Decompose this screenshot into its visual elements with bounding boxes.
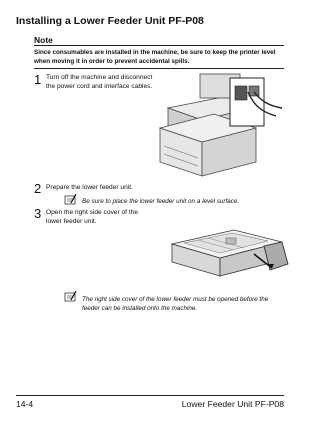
note-heading: Note xyxy=(34,35,53,45)
step-2-text: Prepare the lower feeder unit. xyxy=(46,184,133,191)
step-3-number: 3 xyxy=(34,206,42,221)
note-text: Since consumables are installed in the machine, be sure to keep the printer level when moving it in order to prevent accidental spills. xyxy=(34,49,276,65)
step-3-text: Open the right side cover of the lower feeder unit. xyxy=(46,209,139,225)
feeder-unit-illustration xyxy=(168,228,290,282)
memo-icon xyxy=(64,291,78,303)
note-top-rule xyxy=(34,45,284,46)
page-title: Installing a Lower Feeder Unit PF-P08 xyxy=(16,15,204,27)
memo-open-cover: The right side cover of the lower feeder must be opened before the feeder can be installed onto the machine. xyxy=(82,296,269,312)
printer-disconnect-illustration xyxy=(150,72,285,182)
memo-icon xyxy=(64,194,78,206)
footer-rule xyxy=(16,395,284,396)
note-bottom-rule xyxy=(34,68,284,69)
page-number: 14-4 xyxy=(16,399,34,409)
footer-section-title: Lower Feeder Unit PF-P08 xyxy=(181,399,284,409)
step-1-text: Turn off the machine and disconnect the power cord and interface cables. xyxy=(46,74,153,90)
memo-level-surface: Be sure to place the lower feeder unit on a level surface. xyxy=(82,198,240,205)
step-1-number: 1 xyxy=(34,72,42,87)
step-2-number: 2 xyxy=(34,181,42,196)
